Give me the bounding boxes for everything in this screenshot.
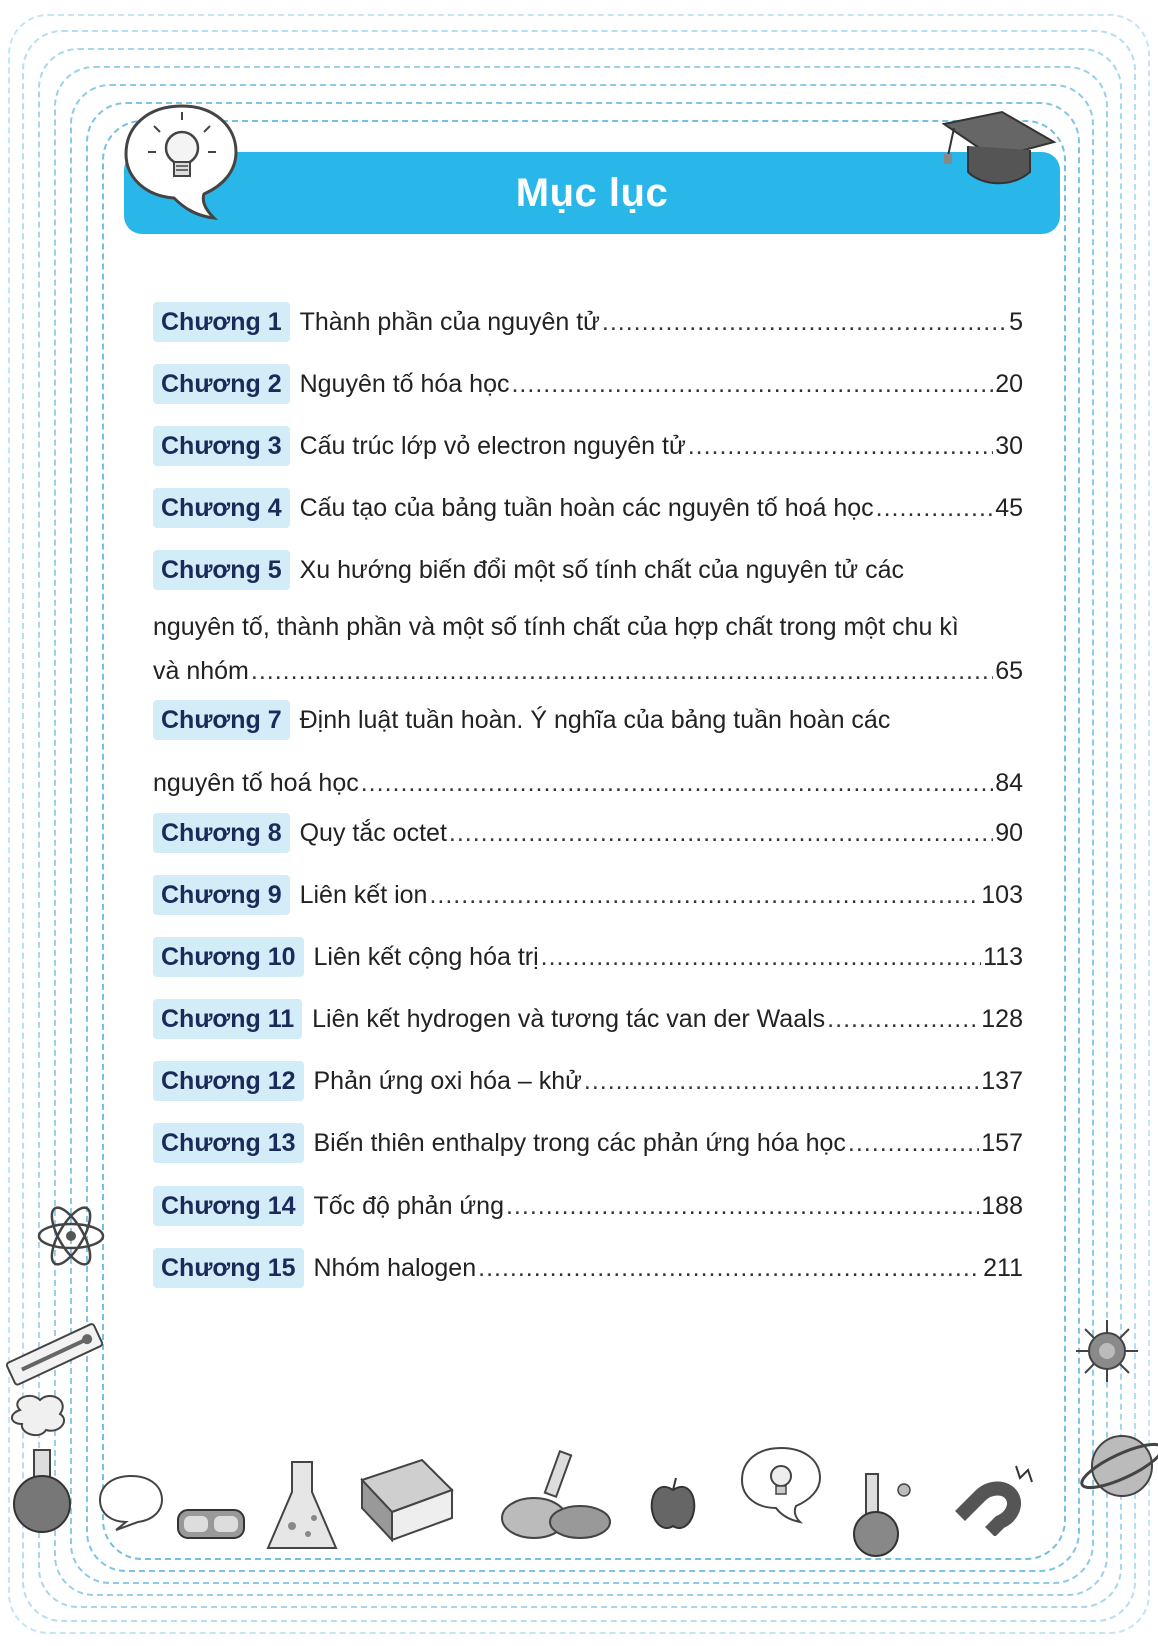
entry-title-line-2: nguyên tố hoá học <box>153 769 359 797</box>
page-number: 90 <box>995 819 1023 847</box>
page-number: 65 <box>995 657 1023 685</box>
toc-entry[interactable] <box>153 875 1023 915</box>
goggles-icon <box>172 1494 252 1554</box>
entry-title: Liên kết ion <box>299 881 428 909</box>
page-number: 103 <box>981 881 1023 909</box>
dot-leader <box>584 1062 979 1100</box>
dot-leader <box>541 938 981 976</box>
page-number: 45 <box>995 494 1023 522</box>
petri-dish-icon <box>496 1446 616 1546</box>
planet-icon <box>1070 1420 1158 1510</box>
flask-icon <box>0 1390 90 1540</box>
chapter-badge: Chương 13 <box>153 1123 304 1163</box>
chapter-badge: Chương 1 <box>153 302 290 342</box>
page-number: 30 <box>995 432 1023 460</box>
chapter-badge: Chương 4 <box>153 488 290 528</box>
entry-title: Cấu tạo của bảng tuần hoàn các nguyên tố hoá học <box>299 494 874 522</box>
entry-title: Quy tắc octet <box>299 819 447 847</box>
light-bulb-speech-icon <box>736 1444 826 1524</box>
dot-leader <box>429 876 979 914</box>
toc-entry[interactable] <box>153 1248 1023 1288</box>
dot-leader <box>478 1249 981 1287</box>
dot-leader <box>361 764 993 802</box>
dot-leader <box>506 1187 979 1225</box>
page-number: 20 <box>995 370 1023 398</box>
chapter-badge: Chương 15 <box>153 1248 304 1288</box>
chapter-badge: Chương 2 <box>153 364 290 404</box>
toc-entry[interactable] <box>153 999 1023 1039</box>
page-number: 137 <box>981 1067 1023 1095</box>
toc-entry[interactable] <box>153 1061 1023 1101</box>
entry-title: Liên kết hydrogen và tương tác van der Waals <box>312 1005 826 1033</box>
entry-title: Biến thiên enthalpy trong các phản ứng hóa học <box>313 1129 846 1157</box>
magnet-icon <box>950 1456 1040 1536</box>
page-number: 84 <box>995 769 1023 797</box>
chapter-badge: Chương 3 <box>153 426 290 466</box>
dot-leader <box>511 365 993 403</box>
page-number: 5 <box>1009 308 1023 336</box>
chapter-badge: Chương 8 <box>153 813 290 853</box>
chapter-badge: Chương 14 <box>153 1186 304 1226</box>
light-bulb-speech-icon <box>118 98 246 226</box>
chapter-badge: Chương 9 <box>153 875 290 915</box>
toc-entry[interactable] <box>153 550 1023 690</box>
page-number: 128 <box>981 1005 1023 1033</box>
entry-title: Nhóm halogen <box>313 1254 477 1282</box>
page-number: 211 <box>983 1254 1023 1282</box>
toc-entry[interactable] <box>153 1123 1023 1163</box>
book-icon <box>352 1450 462 1550</box>
chapter-badge: Chương 10 <box>153 937 304 977</box>
dot-leader <box>602 303 1007 341</box>
entry-title: Liên kết cộng hóa trị <box>313 943 539 971</box>
dot-leader <box>876 489 994 527</box>
page-number: 188 <box>981 1192 1023 1220</box>
toc-entry[interactable] <box>153 937 1023 977</box>
chapter-badge: Chương 5 <box>153 550 290 590</box>
entry-title-line-2: nguyên tố, thành phần và một số tính chất của hợp chất trong một chu kì <box>153 613 959 641</box>
entry-title: Nguyên tố hóa học <box>299 370 510 398</box>
entry-title: Thành phần của nguyên tử <box>299 308 600 336</box>
page-title: Mục lục <box>515 170 669 215</box>
toc-entry[interactable] <box>153 426 1023 466</box>
entry-title: Định luật tuần hoàn. Ý nghĩa của bảng tuần hoàn các <box>299 706 891 734</box>
dot-leader <box>251 652 993 690</box>
entry-title: Phản ứng oxi hóa – khử <box>313 1067 582 1095</box>
title-bar <box>124 152 1060 234</box>
toc-entry[interactable] <box>153 700 1023 802</box>
apple-icon <box>648 1474 698 1534</box>
entry-title: Cấu trúc lớp vỏ electron nguyên tử <box>299 432 686 460</box>
graduation-cap-icon <box>938 106 1058 202</box>
toc-entry[interactable] <box>153 364 1023 404</box>
entry-title: Xu hướng biến đổi một số tính chất của nguyên tử các <box>299 556 904 584</box>
page-number: 157 <box>981 1129 1023 1157</box>
atom-icon <box>36 1196 106 1276</box>
chapter-badge: Chương 11 <box>153 999 302 1039</box>
entry-title-line-3: và nhóm <box>153 657 249 685</box>
toc-entry[interactable] <box>153 488 1023 528</box>
thermometer-icon <box>0 1318 110 1388</box>
dot-leader <box>449 814 993 852</box>
toc-entry[interactable] <box>153 1186 1023 1226</box>
toc-entry[interactable] <box>153 302 1023 342</box>
chapter-badge: Chương 7 <box>153 700 290 740</box>
dot-leader <box>688 427 993 465</box>
virus-icon <box>1072 1316 1142 1386</box>
entry-title: Tốc độ phản ứng <box>313 1192 504 1220</box>
toc-entry[interactable] <box>153 813 1023 853</box>
speech-bubble-icon <box>96 1472 166 1532</box>
chapter-badge: Chương 12 <box>153 1061 304 1101</box>
page-number: 113 <box>983 943 1023 971</box>
round-flask-icon <box>846 1470 916 1560</box>
erlenmeyer-flask-icon <box>262 1456 342 1556</box>
dot-leader <box>827 1000 979 1038</box>
dot-leader <box>848 1124 979 1162</box>
